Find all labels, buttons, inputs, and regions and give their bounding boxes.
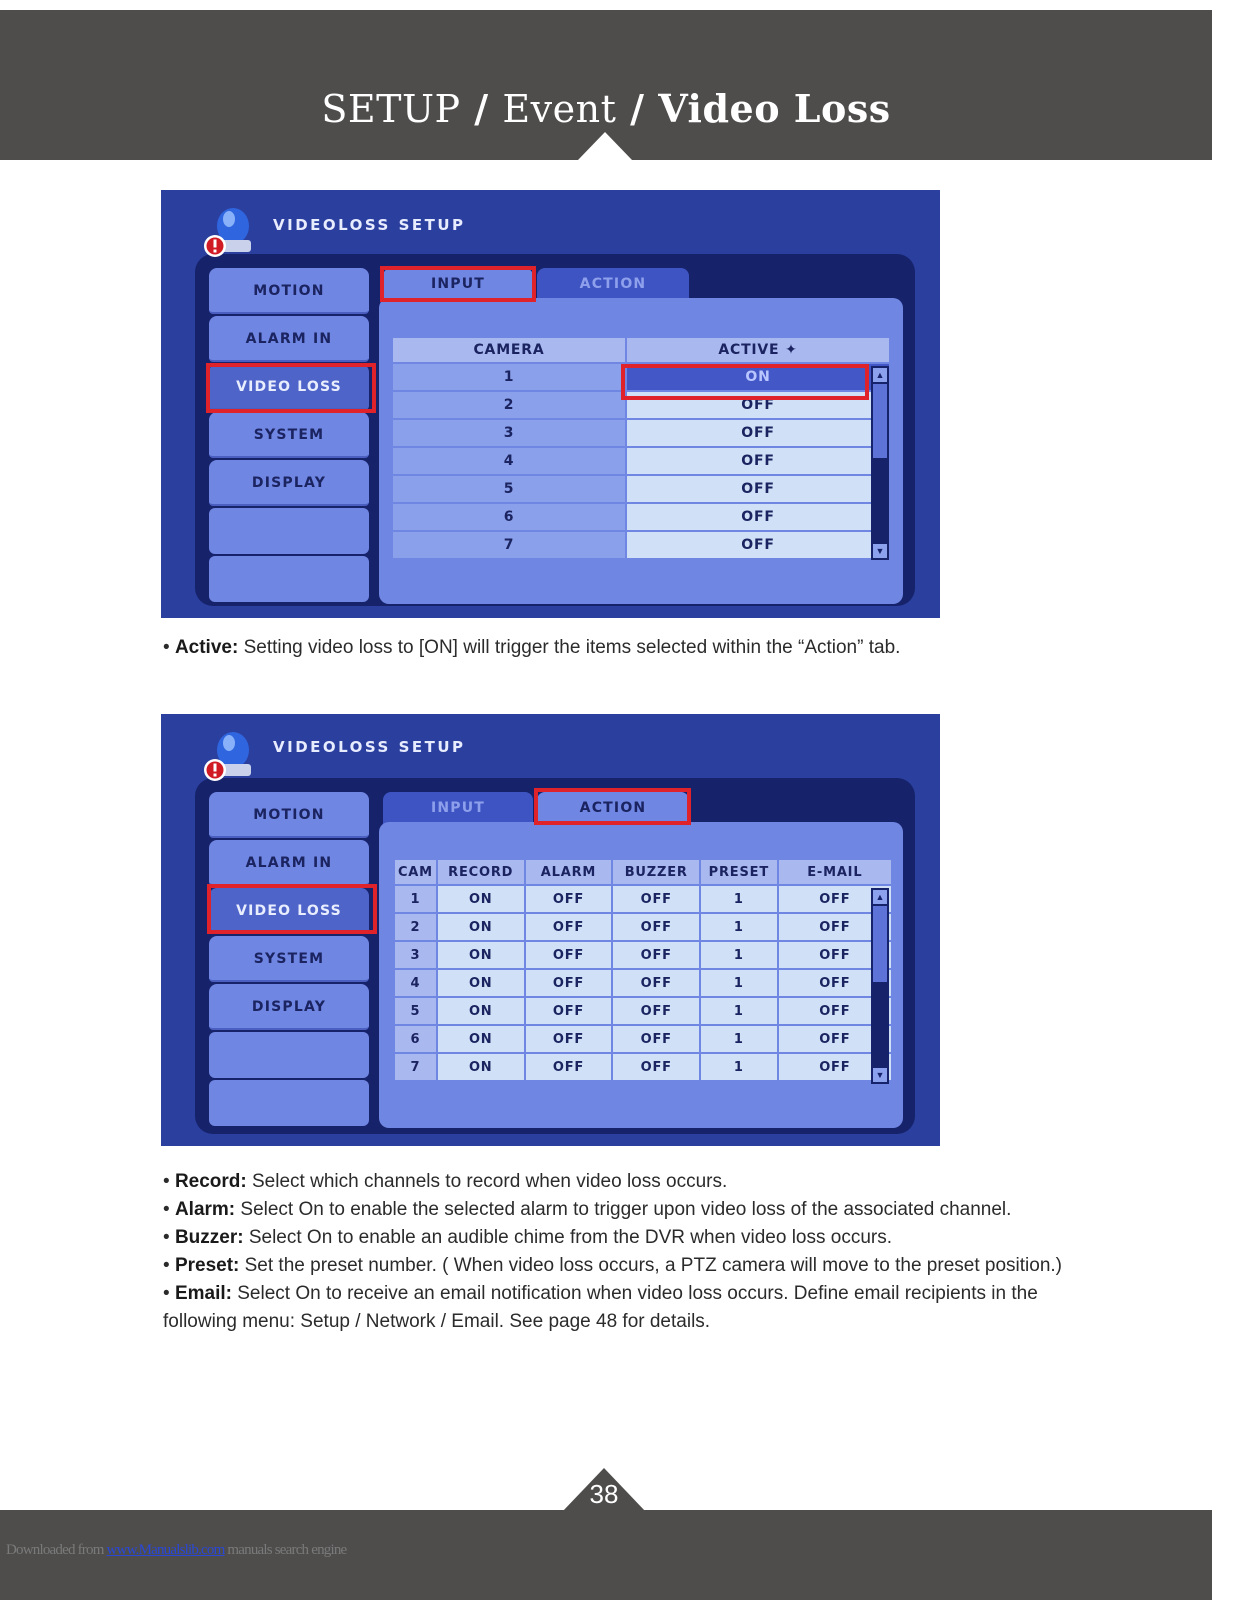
record-value[interactable]: ON (438, 914, 524, 940)
preset-value[interactable]: 1 (701, 1054, 777, 1080)
alarm-value[interactable]: OFF (526, 886, 612, 912)
email-description: • Email: Select On to receive an email notification when video loss occurs. Define email recipients in the following menu: Setup / Network / Email. See page 48 for details. (163, 1283, 1038, 1332)
column-header-cam: CAM (395, 860, 436, 884)
menu-alarm-in[interactable]: ALARM IN (209, 316, 369, 362)
active-description: • Active: Setting video loss to [ON] will trigger the items selected within the “Action” tab. (163, 637, 901, 658)
alarm-value[interactable]: OFF (526, 914, 612, 940)
active-value[interactable]: ON (627, 364, 889, 390)
manualslib-link[interactable]: www.Manualslib.com (106, 1542, 225, 1558)
record-value[interactable]: ON (438, 1026, 524, 1052)
table-row (395, 970, 891, 996)
highlight-video-loss-menu (206, 363, 376, 413)
term-email: Email: (174, 1283, 232, 1304)
active-value[interactable]: OFF (627, 504, 889, 530)
alarm-value[interactable]: OFF (526, 970, 612, 996)
active-value[interactable]: OFF (627, 420, 889, 446)
table-row (395, 998, 891, 1024)
menu-motion[interactable]: MOTION (209, 792, 369, 838)
menu-empty-slot (209, 508, 369, 554)
buzzer-value[interactable]: OFF (613, 1054, 699, 1080)
highlight-active-on (621, 364, 869, 400)
camera-number: 4 (395, 970, 436, 996)
buzzer-value[interactable]: OFF (613, 1026, 699, 1052)
highlight-input-tab (380, 266, 536, 302)
email-value[interactable]: OFF (779, 998, 891, 1024)
record-description: • Record: Select which channels to record when video loss occurs. (163, 1171, 728, 1192)
camera-number: 6 (395, 1026, 436, 1052)
alarm-siren-icon (201, 202, 261, 262)
term-record: Record: (174, 1171, 247, 1192)
menu-display[interactable]: DISPLAY (209, 460, 369, 506)
highlight-video-loss-menu (207, 884, 377, 934)
action-table (393, 858, 893, 1082)
column-header-alarm: ALARM (526, 860, 612, 884)
note-prefix: Downloaded from (6, 1542, 107, 1558)
preset-value[interactable]: 1 (701, 998, 777, 1024)
column-header-active[interactable]: ACTIVE ✦ (627, 338, 889, 362)
tab-action[interactable]: ACTION (537, 792, 689, 824)
preset-value[interactable]: 1 (701, 914, 777, 940)
active-value[interactable]: OFF (627, 476, 889, 502)
table-row (395, 1026, 891, 1052)
email-value[interactable]: OFF (779, 886, 891, 912)
tab-input[interactable]: INPUT (383, 268, 533, 300)
table-row (393, 504, 889, 530)
tab-input[interactable]: INPUT (383, 792, 533, 824)
alarm-value[interactable]: OFF (526, 1026, 612, 1052)
scroll-down-icon[interactable]: ▼ (873, 1068, 887, 1082)
alarm-value[interactable]: OFF (526, 1054, 612, 1080)
table-row (393, 448, 889, 474)
scroll-thumb[interactable] (873, 384, 887, 458)
table-row (395, 914, 891, 940)
alarm-description: • Alarm: Select On to enable the selected alarm to trigger upon video loss of the associated channel. (163, 1199, 1012, 1220)
column-header-buzzer: BUZZER (613, 860, 699, 884)
menu-alarm-in[interactable]: ALARM IN (209, 840, 369, 886)
text-preset: Set the preset number. ( When video loss occurs, a PTZ camera will move to the preset position.) (239, 1255, 1062, 1276)
side-menu (209, 792, 369, 1128)
menu-motion[interactable]: MOTION (209, 268, 369, 314)
camera-number: 5 (393, 476, 625, 502)
term-active: Active: (174, 637, 239, 658)
alarm-value[interactable]: OFF (526, 942, 612, 968)
scroll-up-icon[interactable]: ▲ (873, 368, 887, 382)
table-row (395, 886, 891, 912)
title-separator: / (616, 86, 659, 131)
download-note (6, 1542, 346, 1559)
menu-video-loss[interactable]: VIDEO LOSS (209, 888, 369, 934)
camera-number: 7 (395, 1054, 436, 1080)
videoloss-action-screenshot (161, 714, 940, 1146)
camera-number: 4 (393, 448, 625, 474)
text-record: Select which channels to record when video loss occurs. (246, 1171, 728, 1192)
record-value[interactable]: ON (438, 1054, 524, 1080)
record-value[interactable]: ON (438, 998, 524, 1024)
action-descriptions (163, 1168, 1083, 1336)
camera-number: 7 (393, 532, 625, 558)
buzzer-value[interactable]: OFF (613, 886, 699, 912)
alarm-value[interactable]: OFF (526, 998, 612, 1024)
screen-title: VIDEOLOSS SETUP (273, 738, 466, 756)
camera-number: 1 (393, 364, 625, 390)
screen-title: VIDEOLOSS SETUP (273, 216, 466, 234)
email-value[interactable]: OFF (779, 914, 891, 940)
column-header-record: RECORD (438, 860, 524, 884)
buzzer-value[interactable]: OFF (613, 998, 699, 1024)
camera-number: 1 (395, 886, 436, 912)
camera-number: 5 (395, 998, 436, 1024)
preset-description: • Preset: Set the preset number. ( When video loss occurs, a PTZ camera will move to the preset position.) (163, 1255, 1062, 1276)
table-scrollbar[interactable] (871, 366, 889, 560)
camera-number: 2 (395, 914, 436, 940)
column-header-camera: CAMERA (393, 338, 625, 362)
record-value[interactable]: ON (438, 970, 524, 996)
tab-action[interactable]: ACTION (537, 268, 689, 300)
page-title (0, 86, 1212, 131)
column-header-email: E-MAIL (779, 860, 891, 884)
title-video-loss: Video Loss (658, 86, 891, 131)
title-setup: SETUP (321, 87, 461, 131)
record-value[interactable]: ON (438, 942, 524, 968)
term-alarm: Alarm: (174, 1199, 236, 1220)
preset-value[interactable]: 1 (701, 1026, 777, 1052)
videoloss-input-screenshot (161, 190, 940, 618)
text-email: Select On to receive an email notification when video loss occurs. Define email recipients in the following menu: Setup / Network / Email. See page 48 for details. (163, 1283, 1038, 1332)
scroll-down-icon[interactable]: ▼ (873, 544, 887, 558)
menu-system[interactable]: SYSTEM (209, 412, 369, 458)
table-row (395, 1054, 891, 1080)
email-value[interactable]: OFF (779, 1026, 891, 1052)
scroll-thumb[interactable] (873, 906, 887, 982)
camera-number: 2 (393, 392, 625, 418)
email-value[interactable]: OFF (779, 970, 891, 996)
table-row (393, 532, 889, 558)
note-suffix: manuals search engine (224, 1542, 347, 1558)
title-separator: / (460, 86, 503, 131)
camera-number: 6 (393, 504, 625, 530)
email-value[interactable]: OFF (779, 1054, 891, 1080)
page-number: 38 (589, 1479, 619, 1509)
menu-system[interactable]: SYSTEM (209, 936, 369, 982)
term-buzzer: Buzzer: (174, 1227, 244, 1248)
text-active: Setting video loss to [ON] will trigger the items selected within the “Action” tab. (238, 637, 901, 658)
menu-empty-slot (209, 556, 369, 602)
preset-value[interactable]: 1 (701, 942, 777, 968)
table-row (395, 942, 891, 968)
buzzer-description: • Buzzer: Select On to enable an audible chime from the DVR when video loss occurs. (163, 1227, 893, 1248)
title-event: Event (502, 87, 617, 131)
table-scrollbar[interactable] (871, 888, 889, 1084)
active-value[interactable]: OFF (627, 532, 889, 558)
text-buzzer: Select On to enable an audible chime from the DVR when video loss occurs. (243, 1227, 893, 1248)
table-row (393, 420, 889, 446)
table-row (393, 476, 889, 502)
preset-value[interactable]: 1 (701, 886, 777, 912)
record-value[interactable]: ON (438, 886, 524, 912)
text-alarm: Select On to enable the selected alarm to trigger upon video loss of the associated channel. (235, 1199, 1012, 1220)
term-preset: Preset: (174, 1255, 240, 1276)
column-header-preset: PRESET (701, 860, 777, 884)
menu-empty-slot (209, 1032, 369, 1078)
active-value[interactable]: OFF (627, 448, 889, 474)
side-menu (209, 268, 369, 604)
preset-value[interactable]: 1 (701, 970, 777, 996)
menu-video-loss[interactable]: VIDEO LOSS (209, 364, 369, 410)
camera-number: 3 (395, 942, 436, 968)
buzzer-value[interactable]: OFF (613, 970, 699, 996)
active-value[interactable]: OFF (627, 392, 889, 418)
menu-empty-slot (209, 1080, 369, 1126)
camera-number: 3 (393, 420, 625, 446)
scroll-up-icon[interactable]: ▲ (873, 890, 887, 904)
buzzer-value[interactable]: OFF (613, 942, 699, 968)
menu-display[interactable]: DISPLAY (209, 984, 369, 1030)
buzzer-value[interactable]: OFF (613, 914, 699, 940)
header-notch (578, 132, 632, 160)
highlight-action-tab (534, 788, 691, 825)
email-value[interactable]: OFF (779, 942, 891, 968)
alarm-siren-icon (201, 726, 261, 786)
